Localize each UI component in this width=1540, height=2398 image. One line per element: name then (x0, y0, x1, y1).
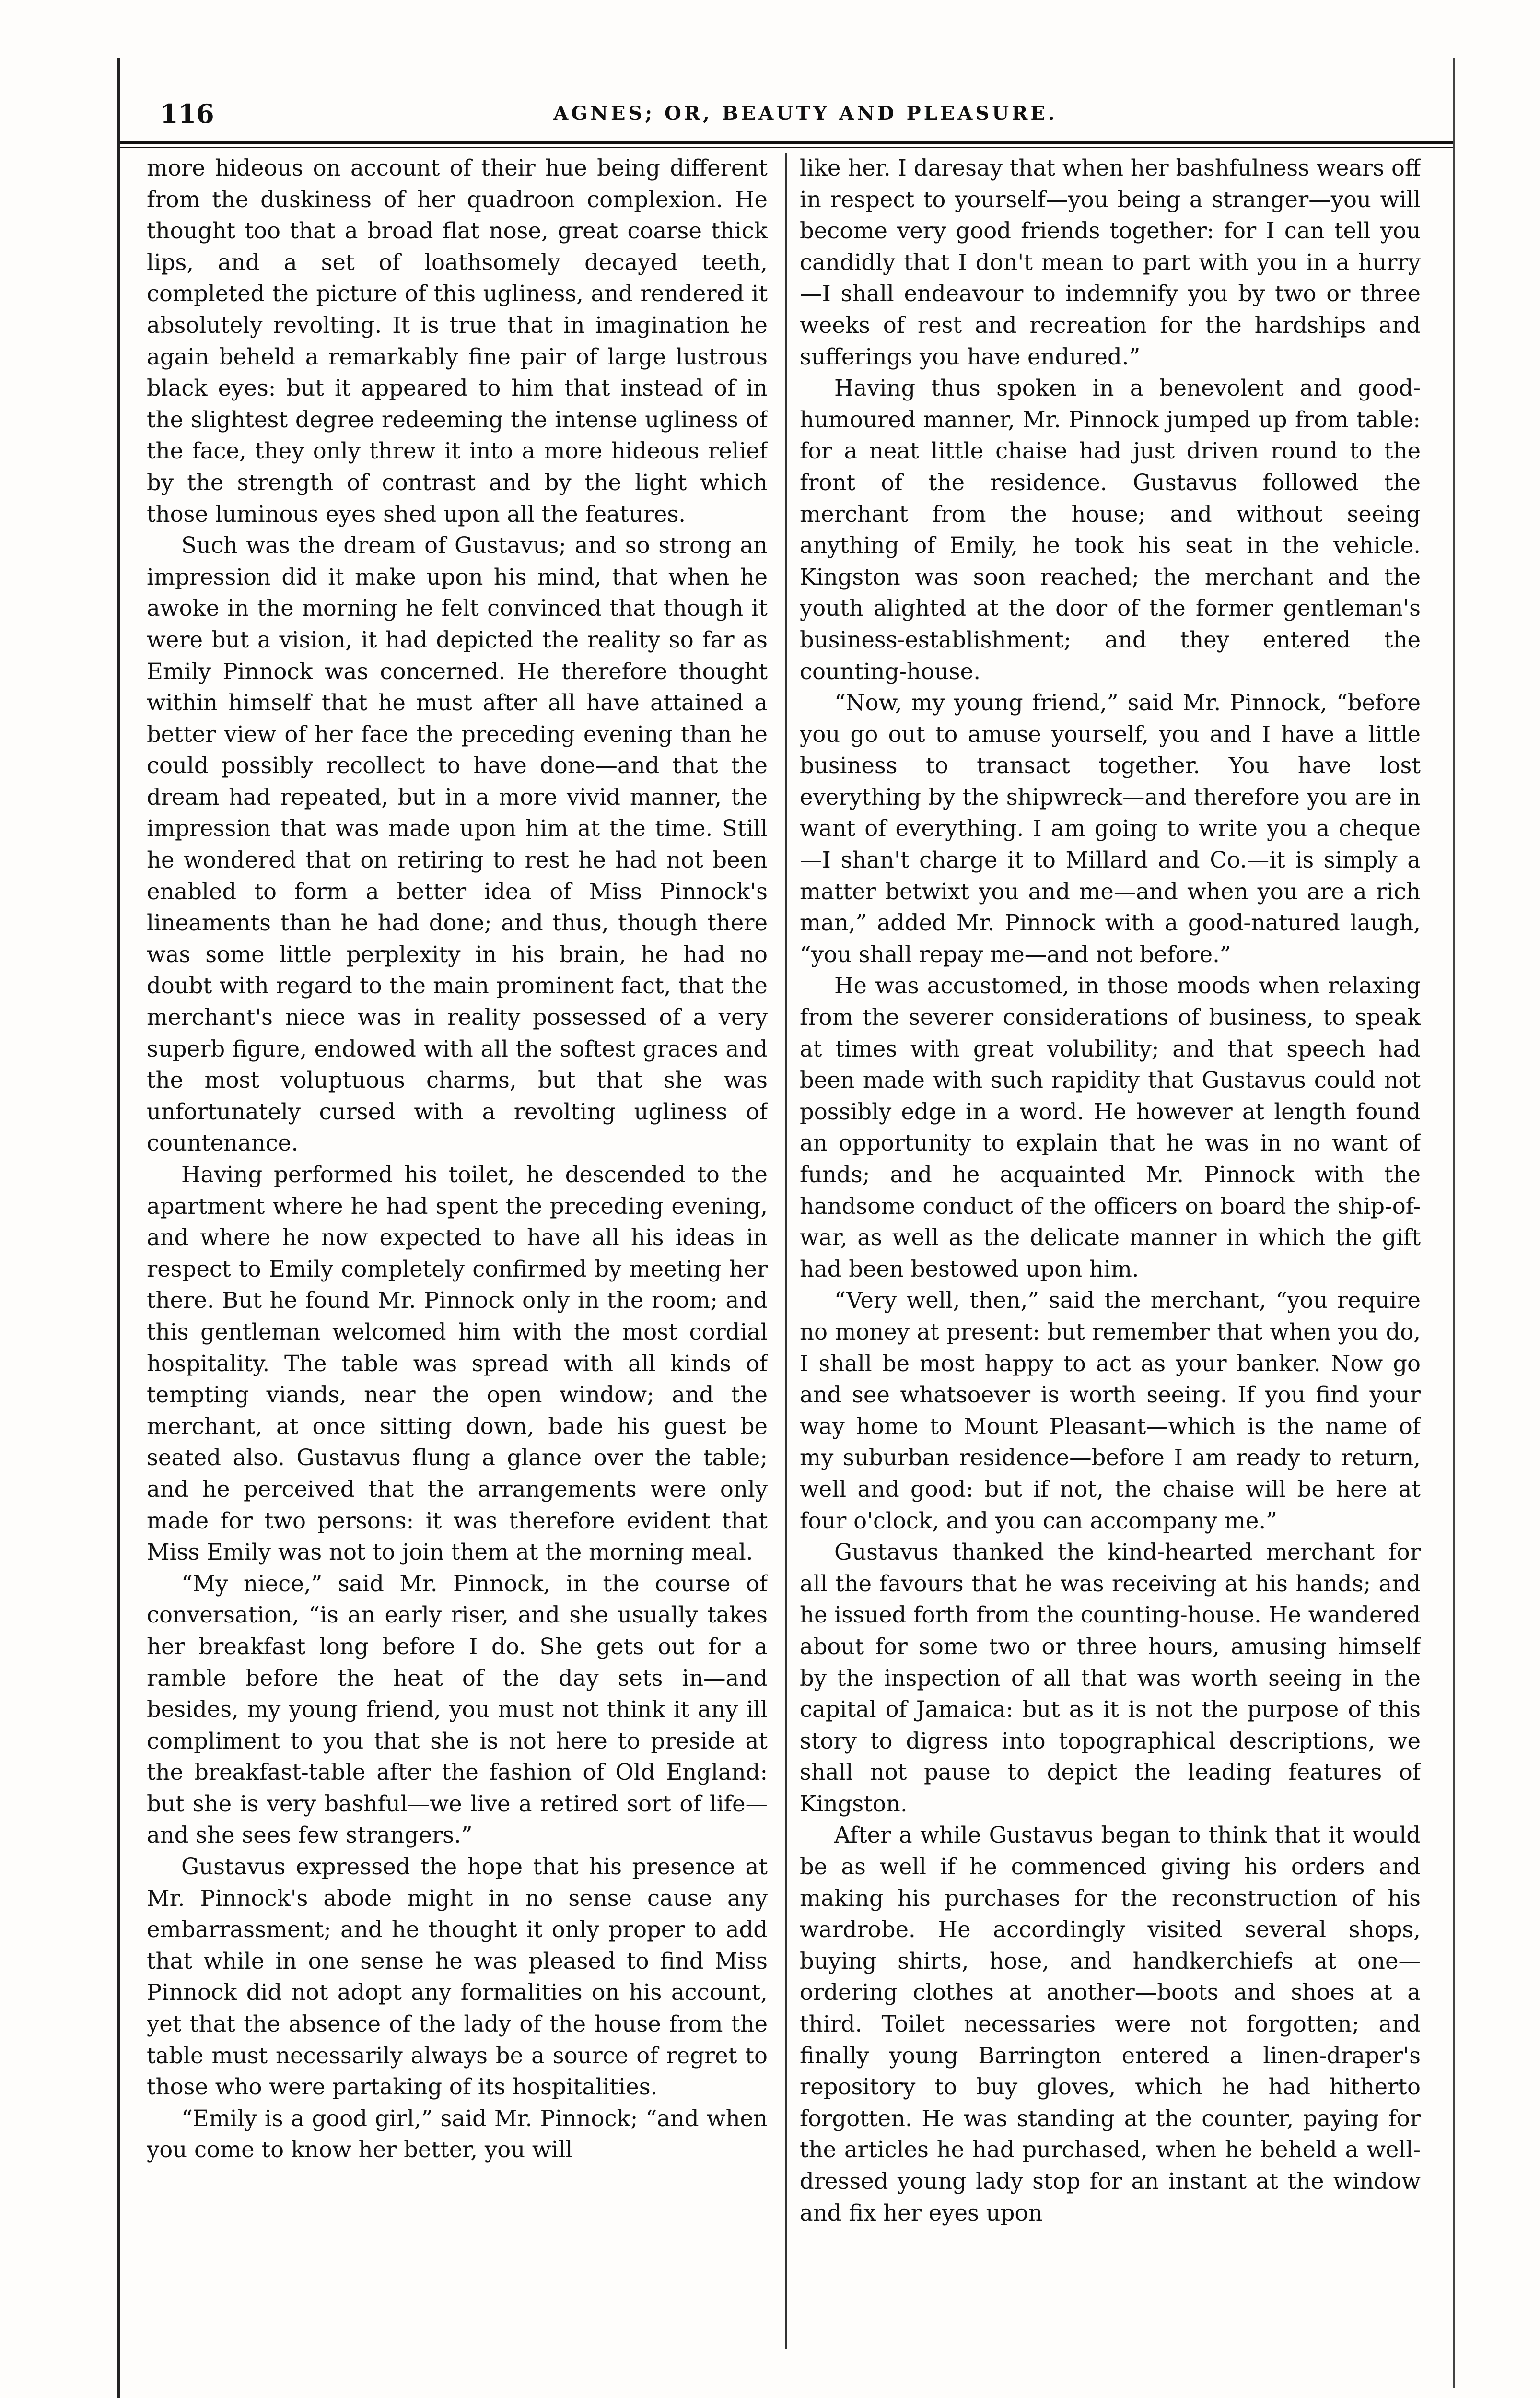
paragraph: “Very well, then,” said the merchant, “you require no money at present: but remember that when you do, I shall be most happy to act as your banker. Now go and see whatsoever is worth seeing. If you find your way home to Mount Pleasant—which is the name of my suburban residence—before I am ready to return, well and good: but if not, the chaise will be here at four o'clock, and you can accompany me.” (800, 1287, 1421, 1534)
header-rule (120, 141, 1453, 144)
paragraph: After a while Gustavus began to think that it would be as well if he commenced giving his orders and making his purchases for the reconstruction of his wardrobe. He accordingly visited several shops, buying shirts, hose, and handkerchiefs at one—ordering clothes at another—boots and shoes at a third. Toilet necessaries were not forgotten; and finally young Barrington entered a linen-draper's repository to buy gloves, which he had hitherto forgotten. He was standing at the counter, paying for the articles he had purchased, when he beheld a well-dressed young lady stop for an instant at the window and fix her eyes upon (800, 1822, 1421, 2226)
page-edge-right (1453, 58, 1455, 2388)
paragraph: like her. I daresay that when her bashfulness wears off in respect to yourself—you being a stranger—you will become very good friends together: for I can tell you candidly that I don't mean to part with you in a hurry—I shall endeavour to indemnify you by two or three weeks of rest and recreation for the hardships and sufferings you have endured.” (800, 155, 1421, 370)
paragraph: “Emily is a good girl,” said Mr. Pinnock; “and when you come to know her better, you will (147, 2105, 768, 2163)
page-number: 116 (160, 98, 214, 129)
running-title: AGNES; OR, BEAUTY AND PLEASURE. (553, 102, 1058, 125)
paragraph: Having performed his toilet, he descended to the apartment where he had spent the preceding evening, and where he now expected to have all his ideas in respect to Emily completely confirmed by meeting her there. But he found Mr. Pinnock only in the room; and this gentleman welcomed him with the most cordial hospitality. The table was spread with all kinds of tempting viands, near the open window; and the merchant, at once sitting down, bade his guest be seated also. Gustavus flung a glance over the table; and he perceived that the arrangements were only made for two persons: it was therefore evident that Miss Emily was not to join them at the morning meal. (147, 1162, 768, 1565)
page-header (153, 98, 1458, 132)
paragraph: Gustavus expressed the hope that his presence at Mr. Pinnock's abode might in no sense cause any embarrassment; and he thought it only proper to add that while in one sense he was pleased to find Miss Pinnock did not adopt any formalities on his account, yet that the absence of the lady of the house from the table must necessarily always be a source of regret to those who were partaking of its hospitalities. (147, 1854, 768, 2100)
paragraph: “My niece,” said Mr. Pinnock, in the course of conversation, “is an early riser, and she usually takes her breakfast long before I do. She gets out for a ramble before the heat of the day sets in—and besides, my young friend, you must not think it any ill compliment to you that she is not here to preside at the breakfast-table after the fashion of Old England: but she is very bashful—we live a retired sort of life—and she sees few strangers.” (147, 1570, 768, 1848)
page-edge-left (117, 58, 120, 2398)
right-column (800, 153, 1421, 2378)
left-column (147, 153, 768, 2378)
paragraph: “Now, my young friend,” said Mr. Pinnock, “before you go out to amuse yourself, you and I have a little business to transact together. You have lost everything by the shipwreck—and therefore you are in want of everything. I am going to write you a cheque—I shan't charge it to Millard and Co.—it is simply a matter betwixt you and me—and when you are a rich man,” added Mr. Pinnock with a good-natured laugh, “you shall repay me—and not before.” (800, 690, 1421, 967)
paragraph: Such was the dream of Gustavus; and so strong an impression did it make upon his mind, that when he awoke in the morning he felt convinced that though it were but a vision, it had depicted the reality so far as Emily Pinnock was concerned. He therefore thought within himself that he must after all have attained a better view of her face the preceding evening than he could possibly recollect to have done—and that the dream had repeated, but in a more vivid manner, the impression that was made upon him at the time. Still he wondered that on retiring to rest he had not been enabled to form a better idea of Miss Pinnock's lineaments than he had done; and thus, though there was some little perplexity in his brain, he had no doubt with regard to the main prominent fact, that the merchant's niece was in reality possessed of a very superb figure, endowed with all the softest graces and the most voluptuous charms, but that she was unfortunately cursed with a revolting ugliness of countenance. (147, 532, 768, 1156)
paragraph: He was accustomed, in those moods when relaxing from the severer considerations of business, to speak at times with great volubility; and that speech had been made with such rapidity that Gustavus could not possibly edge in a word. He however at length found an opportunity to explain that he was in no want of funds; and he acquainted Mr. Pinnock with the handsome conduct of the officers on board the ship-of-war, as well as the delicate manner in which the gift had been bestowed upon him. (800, 973, 1421, 1282)
column-divider (785, 153, 787, 2349)
paragraph: Having thus spoken in a benevolent and good-humoured manner, Mr. Pinnock jumped up from table: for a neat little chaise had just driven round to the front of the residence. Gustavus followed the merchant from the house; and without seeing anything of Emily, he took his seat in the vehicle. Kingston was soon reached; the merchant and the youth alighted at the door of the former gentleman's business-establishment; and they entered the counting-house. (800, 375, 1421, 684)
header-rule-thin (120, 147, 1453, 148)
paragraph: Gustavus thanked the kind-hearted merchant for all the favours that he was receiving at his hands; and he issued forth from the counting-house. He wandered about for some two or three hours, amusing himself by the inspection of all that was worth seeing in the capital of Jamaica: but as it is not the purpose of this story to digress into topographical descriptions, we shall not pause to depict the leading features of Kingston. (800, 1539, 1421, 1817)
paragraph: more hideous on account of their hue being different from the duskiness of her quadroon complexion. He thought too that a broad flat nose, great coarse thick lips, and a set of loathsomely decayed teeth, completed the picture of this ugliness, and rendered it absolutely revolting. It is true that in imagination he again beheld a remarkably fine pair of large lustrous black eyes: but it appeared to him that instead of in the slightest degree redeeming the intense ugliness of the face, they only threw it into a more hideous relief by the strength of contrast and by the light which those luminous eyes shed upon all the features. (147, 155, 768, 527)
